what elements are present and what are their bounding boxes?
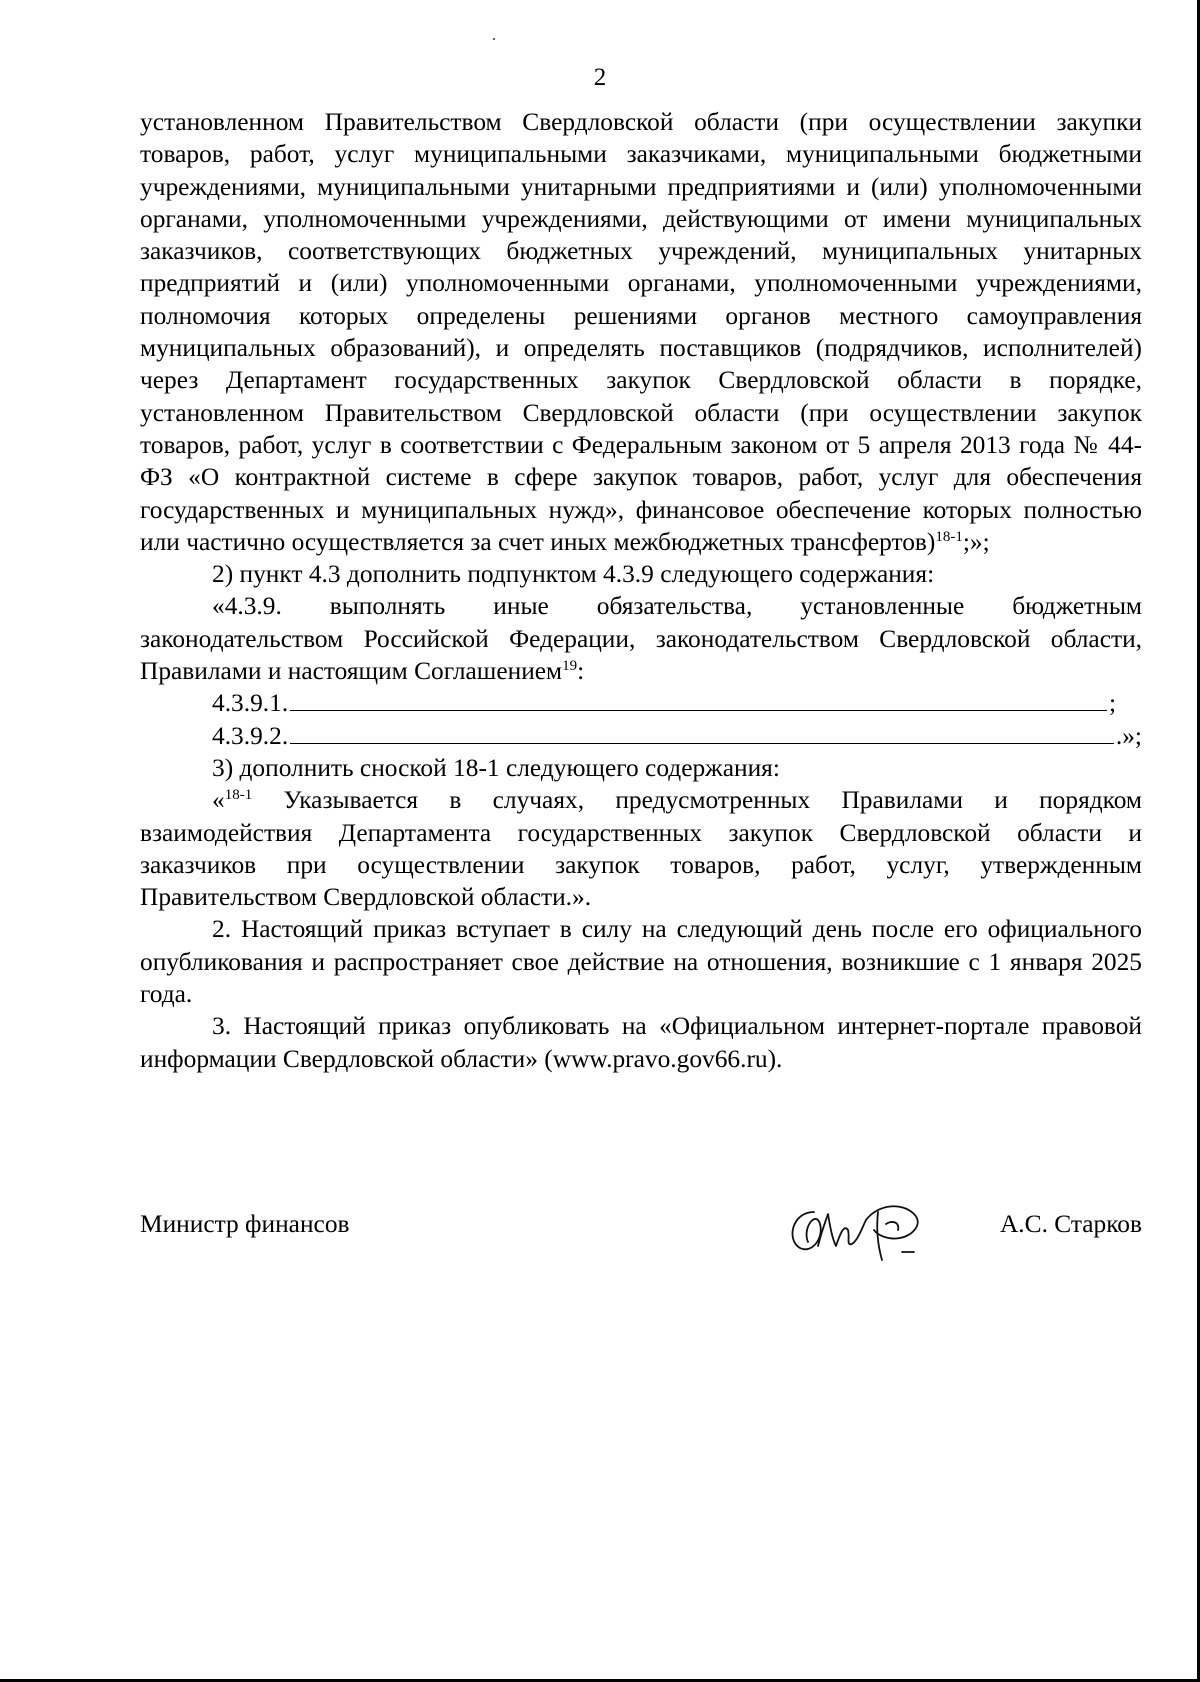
paragraph-text: установленном Правительством Свердловской области (при осуществлении закупки товаров, работ, услуг муниципальными заказчиками, муниципальными бюджетными учреждениями, муниципальными унитарными предприятиями и (или) уполномоченными органами, уполномоченными учреждениями, действующими от имени муниципальных заказчиков, соответствующих бюджетных учреждений, муниципальных унитарных предприятий и (или) уполномоченными органами, уполномоченными учреждениями, полномочия которых определены решениями органов местного самоуправления муниципальных образований), и определять поставщиков (подрядчиков, исполнителей) через Департамент государственных закупок Свердловской области в порядке, установленном Правительством Свердловской области (при осуществлении закупок товаров, работ, услуг в соответствии с Федеральным законом от 5 апреля 2013 года № 44-ФЗ «О контрактной системе в сфере закупок товаров, работ, услуг для обеспечения государственных и муниципальных нужд», финансовое обеспечение которых полностью или частично осуществляется за счет иных межбюджетных трансфертов) [140,108,1142,556]
blank-field-label: 4.3.9.2. [212,721,289,750]
blank-underline [290,721,1114,744]
footnote-ref: 18-1 [224,787,253,804]
handwritten-signature [782,1190,932,1270]
signatory-name: А.С. Старков [999,1210,1142,1238]
paragraph-effective-date: 2. Настоящий приказ вступает в силу на следующий день после его официального опубликования и распространяет свое действие на отношения, возникшие с 1 января 2025 года. [140,915,1142,1009]
blank-field-end: ; [1108,689,1116,718]
paragraph-footnote [140,784,1142,913]
footnote-ref: 19 [562,658,578,675]
blank-field-end: .»; [1115,721,1142,750]
page-number: 2 [593,64,607,91]
paragraph-end: : [577,657,585,686]
scan-speck [493,38,495,40]
signatory-position: Министр финансов [140,1210,350,1238]
paragraph-subclause [140,590,1142,687]
quote-open: « [212,786,225,815]
paragraph-text: Указывается в случаях, предусмотренных Правилами и порядком взаимодействия Департамента государственных закупок Свердловской области и заказчиков при осуществлении закупок товаров, работ, услуг, утвержденным Правительством Свердловской области.». [140,786,1142,912]
paragraph-continuation [140,106,1142,558]
blank-field-1 [140,687,1142,719]
blank-underline [290,688,1107,711]
document-body [140,106,1142,1075]
blank-field-label: 4.3.9.1. [212,689,289,718]
blank-field-2 [140,720,1142,752]
paragraph-end: ;»; [962,527,990,556]
paragraph-text: «4.3.9. выполнять иные обязательства, установленные бюджетным законодательством Российской Федерации, законодательством Свердловской области, Правилами и настоящим Соглашением [140,592,1142,686]
paragraph-publication: 3. Настоящий приказ опубликовать на «Официальном интернет-портале правовой информации Свердловской области» (www.pravo.gov66.ru). [140,1012,1142,1073]
paragraph-item-3: 3) дополнить сноской 18-1 следующего содержания: [212,753,780,782]
paragraph-item-2: 2) пункт 4.3 дополнить подпунктом 4.3.9 следующего содержания: [212,560,935,589]
footnote-ref: 18-1 [935,528,963,545]
